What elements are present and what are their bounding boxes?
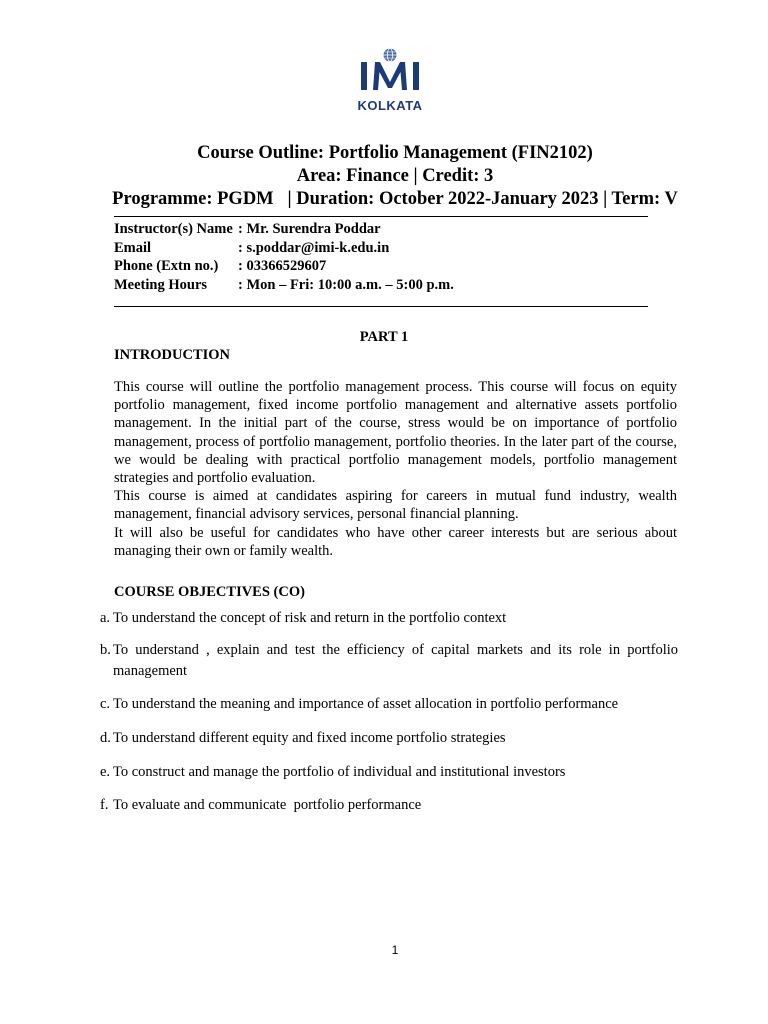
- objective-letter: a.: [100, 610, 111, 626]
- instructor-info: [114, 220, 454, 294]
- introduction-paragraph: This course will outline the portfolio management process. This course will focus on equity portfolio management, fixed income portfolio management and alternative assets portfolio management. In the initial part of the course, stress would be on importance of portfolio management, process of portfolio management, portfolio theories. In the later part of the course, we would be dealing with practical portfolio management models, portfolio management strategies and portfolio evaluation.: [114, 379, 677, 487]
- objective-text: To understand different equity and fixed income portfolio strategies: [113, 730, 506, 746]
- document-header: [60, 142, 730, 211]
- objective-item: [100, 728, 678, 749]
- info-value: : Mr. Surendra Poddar: [238, 221, 381, 237]
- institute-logo: [350, 38, 430, 124]
- logo-subtitle: KOLKATA: [357, 98, 423, 113]
- info-label: Email: [114, 239, 152, 256]
- objective-item: [100, 640, 678, 682]
- objective-letter: e.: [100, 764, 111, 780]
- part-title: PART 1: [359, 329, 409, 345]
- objective-text: To evaluate and communicate portfolio performance: [113, 797, 422, 813]
- info-label: Meeting Hours: [114, 276, 208, 293]
- info-value: : s.poddar@imi-k.edu.in: [238, 239, 390, 256]
- info-row-email: [114, 239, 454, 258]
- course-programme: Programme: PGDM | Duration: October 2022-January 2023 | Term: V: [112, 189, 678, 209]
- page-number: 1: [391, 943, 399, 957]
- bottom-divider: [114, 306, 648, 307]
- objective-item: [100, 608, 678, 629]
- introduction-paragraph: It will also be useful for candidates who have other career interests but are serious about managing their own or family wealth.: [114, 524, 677, 559]
- imi-logo-mark: [358, 48, 422, 92]
- objective-letter: c.: [100, 696, 111, 712]
- info-row-instructor: [114, 220, 454, 239]
- course-area: Area: Finance | Credit: 3: [296, 166, 494, 186]
- introduction-paragraph: This course is aimed at candidates aspiring for careers in mutual fund industry, wealth management, financial advisory services, personal financial planning.: [114, 488, 677, 523]
- objective-item: [100, 762, 678, 783]
- top-divider: [114, 216, 648, 217]
- objective-text: To understand the concept of risk and return in the portfolio context: [113, 610, 507, 626]
- objective-letter: d.: [100, 730, 111, 746]
- objective-letter: f.: [100, 797, 109, 813]
- course-title: Course Outline: Portfolio Management (FIN2102): [197, 143, 593, 163]
- introduction-heading: INTRODUCTION: [114, 347, 231, 363]
- info-row-phone: [114, 257, 454, 276]
- info-label: Instructor(s) Name: [114, 221, 233, 237]
- objective-item: [100, 694, 678, 715]
- objective-item: [100, 795, 678, 816]
- info-value: : Mon – Fri: 10:00 a.m. – 5:00 p.m.: [238, 276, 454, 293]
- objective-text: To understand , explain and test the efficiency of capital markets and its role in portfolio management: [113, 642, 678, 679]
- info-label: Phone (Extn no.): [114, 258, 219, 274]
- info-value: : 03366529607: [238, 258, 327, 274]
- introduction-body: [114, 378, 677, 560]
- info-row-meeting-hours: [114, 276, 454, 295]
- objective-text: To construct and manage the portfolio of individual and institutional investors: [113, 764, 566, 780]
- objectives-heading: COURSE OBJECTIVES (CO): [114, 584, 305, 600]
- objective-text: To understand the meaning and importance of asset allocation in portfolio performance: [113, 696, 619, 712]
- objective-letter: b.: [100, 642, 111, 658]
